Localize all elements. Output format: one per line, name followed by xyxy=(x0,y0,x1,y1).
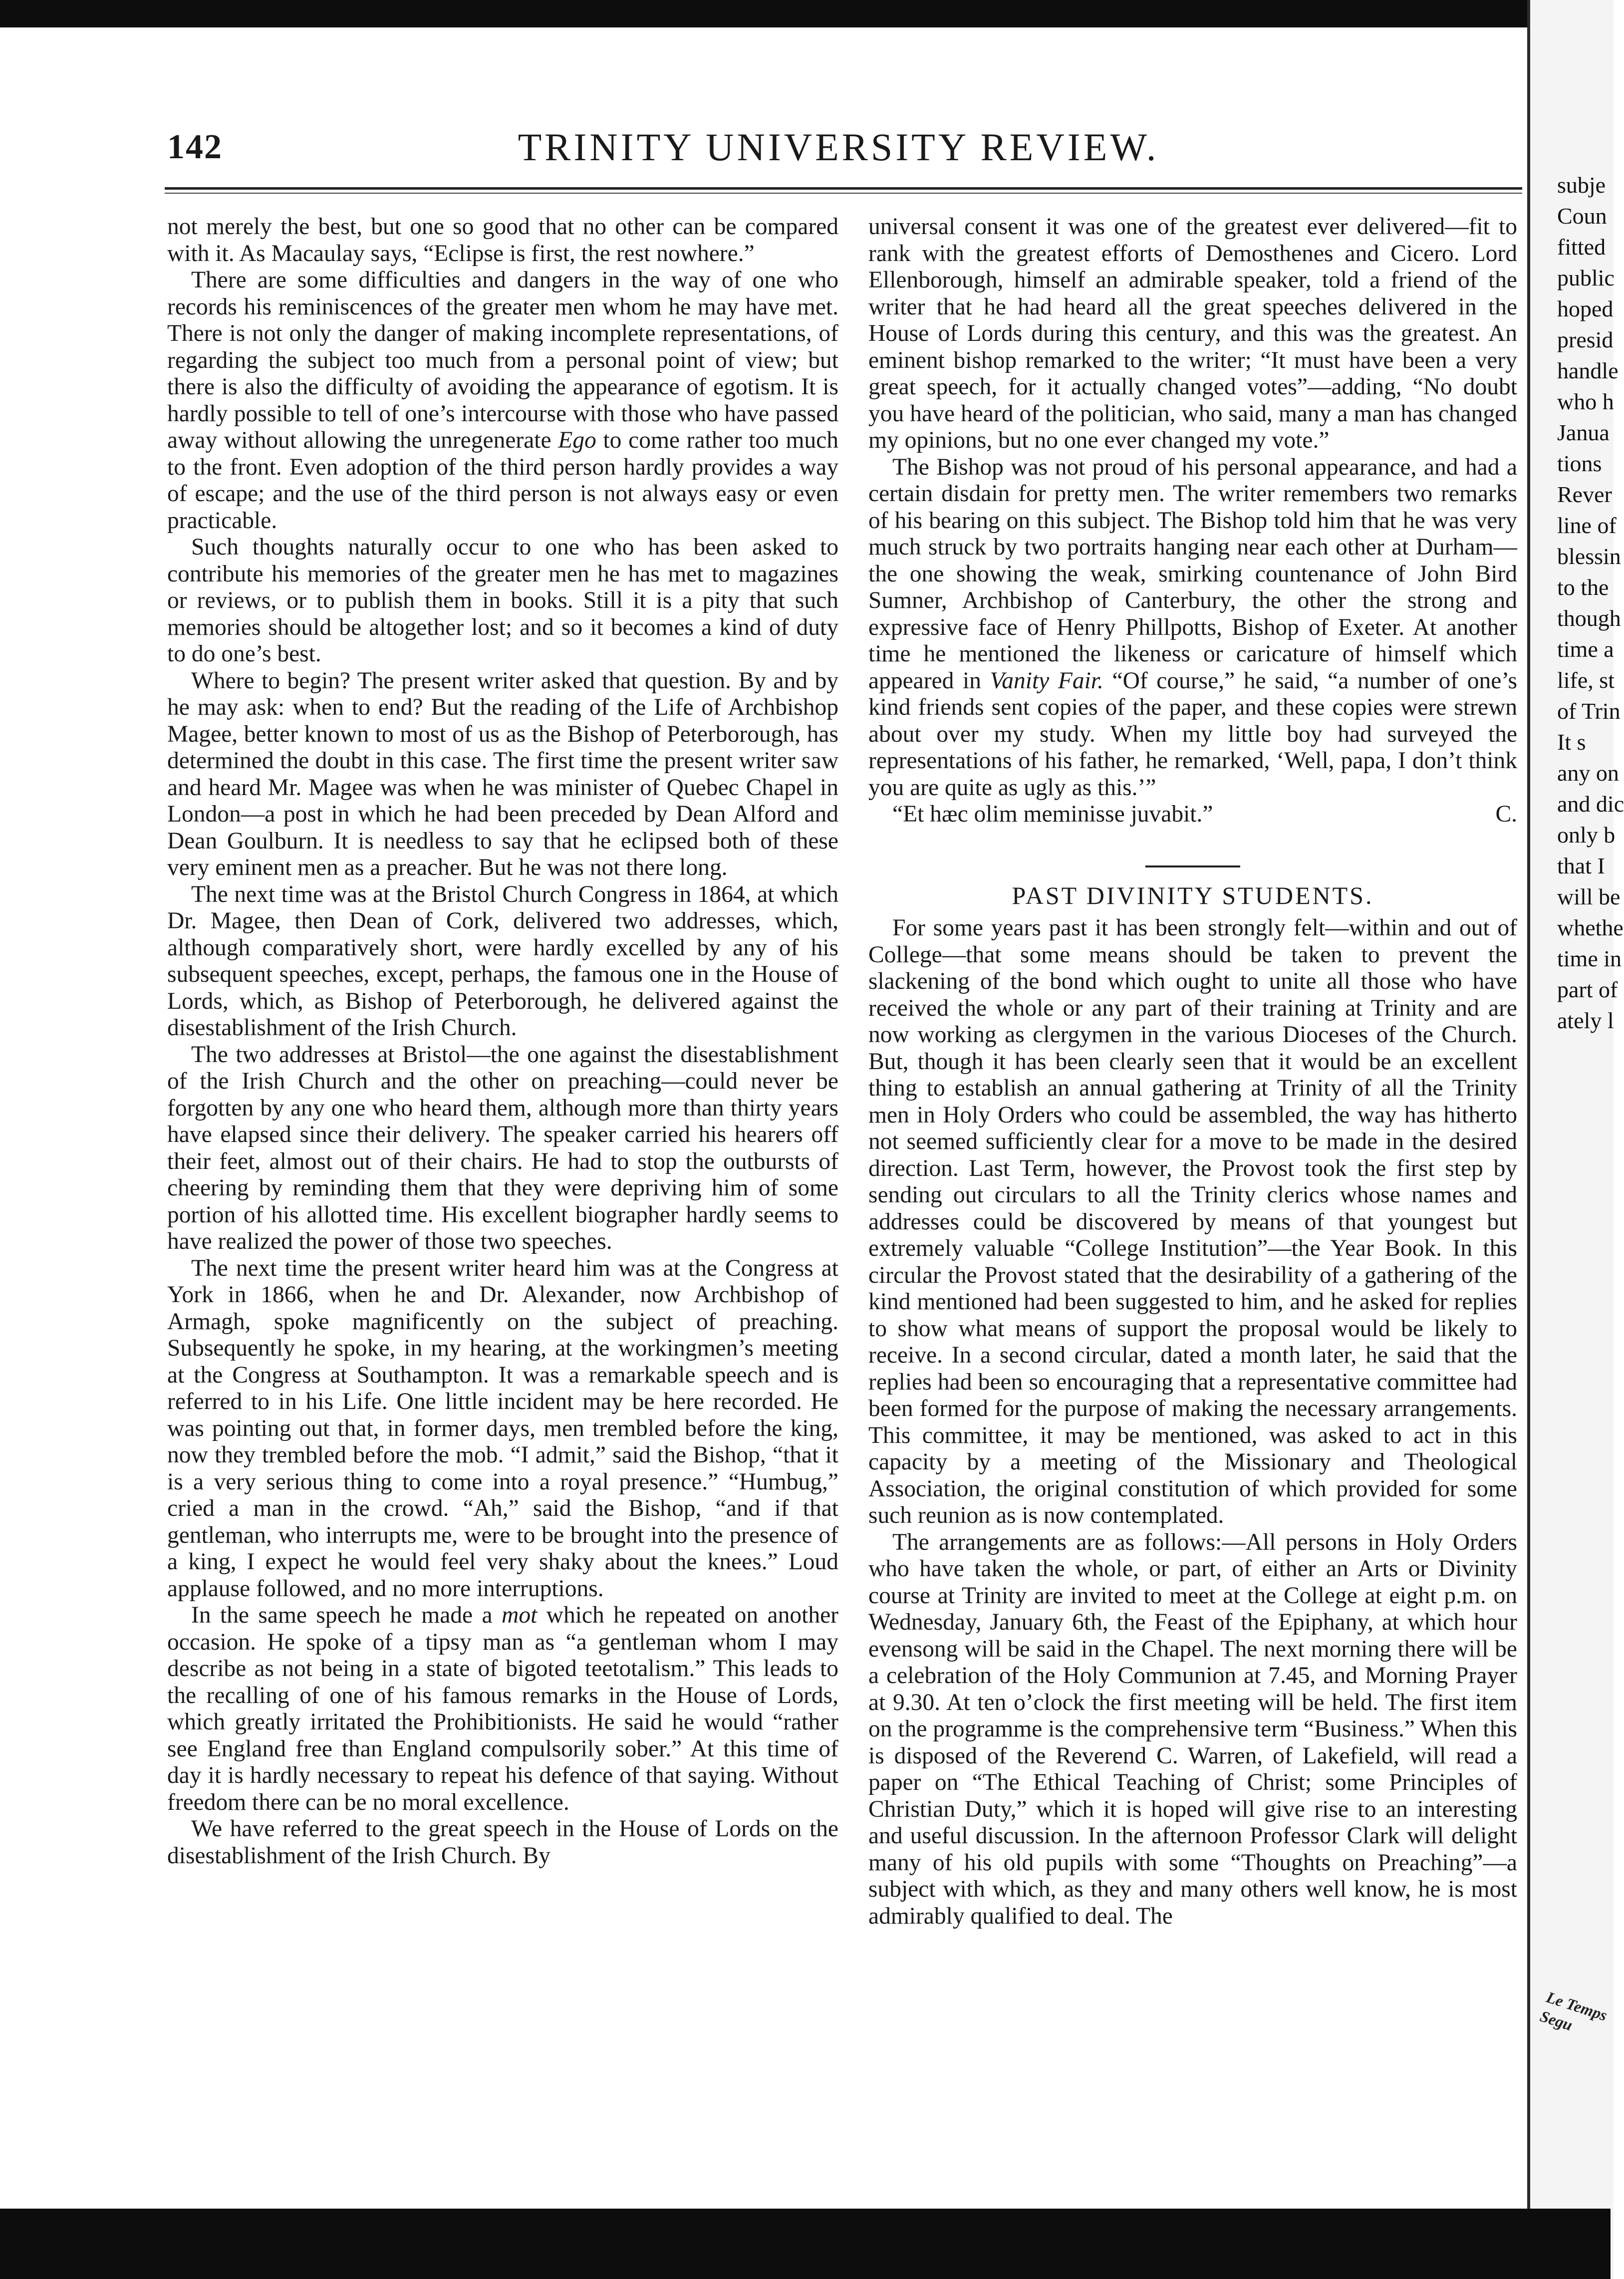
adjacent-line: to the xyxy=(1557,574,1609,600)
latin-quote: “Et hæc olim meminisse juvabit.” xyxy=(892,801,1213,827)
paragraph: We have referred to the great speech in the House of Lords on the disestablishment of the Irish Church. By xyxy=(167,1816,838,1869)
scan-border-top xyxy=(0,0,1611,27)
adjacent-line: hoped xyxy=(1557,296,1614,321)
paragraph: Where to begin? The present writer asked that question. By and by he may ask: when to end? But the reading of the Life of Archbishop Magee, better known to most of us as the Bishop of Peterborough, has determined the doubt in this case. The first time the present writer saw and heard Mr. Magee was when he was minister of Quebec Chapel in London—a post in which he had been preceded by Dean Alford and Dean Goulburn. It is needless to say that he eclipsed both of these very eminent men as a preacher. But he was not there long. xyxy=(167,667,838,880)
paragraph: The next time the present writer heard him was at the Congress at York in 1866, when he and Dr. Alexander, now Archbishop of Armagh, spoke magnificently on the subject of preaching. Subsequently he spoke, in my hearing, at the workingmen’s meeting at the Congress at Southampton. It was a remarkable speech and is referred to in his Life. One little incident may be here recorded. He was pointing out that, in former days, men trembled before the king, now they trembled before the mob. “I admit,” said the Bishop, “that it is a very serious thing to come into a royal presence.” “Humbug,” cried a man in the crowd. “Ah,” said the Bishop, “and if that gentleman, who interrupts me, were to be brought into the presence of a king, I expect he would feel very shaky about the knees.” Loud applause followed, and no more interruptions. xyxy=(167,1255,838,1602)
adjacent-line: tions xyxy=(1557,451,1602,476)
paragraph-text: to come rather too much to the front. Even adoption of the third person hardly provides a way of escape; and the use of the third person is not always easy or even practicable. xyxy=(167,427,838,534)
left-column xyxy=(167,214,838,1869)
adjacent-line: handle xyxy=(1557,358,1619,383)
paragraph: For some years past it has been strongly felt—within and out of College—that some means should be taken to prevent the slackening of the bond which ought to unite all those who have received the whole or any part of their training at Trinity and are now working as clergymen in the various Dioceses of the Church. But, though it has been clearly seen that it would be an excellent thing to establish an annual gathering at Trinity of all the Trinity men in Holy Orders who could be assembled, the way has hitherto not seemed sufficiently clear for a move to be made in the desired direction. Last Term, however, the Provost took the first step by sending out circulars to all the Trinity clerics whose names and addresses could be discovered by means of that youngest but extremely valuable “College Institution”—the Year Book. In this circular the Provost stated that the desirability of a gathering of the kind mentioned had been suggested to him, and he asked for replies to show what means of support the proposal would be likely to receive. In a second circular, dated a month later, he said that the replies had been so encouraging that a representative committee had been formed for the purpose of making the necessary arrangements. This committee, it may be mentioned, was asked to act in this capacity by a meeting of the Missionary and Theological Association, the original constitution of which provided for some such reunion as is now contemplated. xyxy=(868,915,1517,1528)
adjacent-line: time a xyxy=(1557,636,1614,662)
paragraph: The arrangements are as follows:—All persons in Holy Orders who have taken the whole, or part, of either an Arts or Divinity course at Trinity are invited to meet at the College at eight p.m. on Wednesday, January 6th, the Feast of the Epiphany, at which hour evensong will be said in the Chapel. The next morning there will be a celebration of the Holy Communion at 7.45, and Morning Prayer at 9.30. At ten o’clock the first meeting will be held. The first item on the programme is the comprehensive term “Business.” When this is disposed of the Reverend C. Warren, of Lakefield, will read a paper on “The Ethical Teaching of Christ; some Principles of Christian Duty,” which it is hoped will give rise to an interesting and useful discussion. In the afternoon Professor Clark will delight many of his old pupils with some “Thoughts on Preaching”—a subject with which, as they and many others well know, he is most admirably qualified to deal. The xyxy=(868,1529,1517,1929)
adjacent-line: any on xyxy=(1557,760,1619,786)
adjacent-line: time in xyxy=(1557,946,1622,971)
adjacent-page-stamp: Le Temps Segu xyxy=(1538,1988,1610,2034)
section-divider xyxy=(1145,865,1240,867)
paragraph xyxy=(868,454,1517,802)
paragraph: The two addresses at Bristol—the one against the disestablishment of the Irish Church and the other on preaching—could never be forgotten by any one who heard them, although more than thirty years have elapsed since their delivery. The speaker carried his hearers off their feet, almost out of their chairs. He had to stop the outbursts of cheering by reminding them that they were depriving him of some portion of his allotted time. His excellent biographer hardly seems to have realized the power of those two speeches. xyxy=(167,1041,838,1254)
paragraph-text: The Bishop was not proud of his personal appearance, and had a certain disdain for pretty men. The writer remembers two remarks of his bearing on this subject. The Bishop told him that he was very much struck by two portraits hanging near each other at Durham—the one showing the weak, smirking countenance of John Bird Sumner, Archbishop of Canterbury, the other the strong and expressive face of Henry Phillpotts, Bishop of Exeter. At another time he mentioned the likeness or caricature of himself which appeared in xyxy=(868,454,1517,694)
adjacent-line: of Trin xyxy=(1557,698,1621,724)
header-rule xyxy=(165,187,1522,190)
adjacent-line: part of xyxy=(1557,977,1618,1002)
scan-border-bottom xyxy=(0,2209,1611,2279)
adjacent-line: will be xyxy=(1557,884,1621,909)
author-signature: C. xyxy=(1495,801,1517,827)
paragraph-text: In the same speech he made a xyxy=(191,1602,493,1628)
adjacent-line: only b xyxy=(1557,822,1616,848)
adjacent-line: It s xyxy=(1557,729,1586,755)
page-number: 142 xyxy=(167,128,223,166)
paragraph-text: There are some difficulties and dangers in the way of one who records his reminiscences of the greater men whom he may have met. There is not only the danger of making incomplete representations, of regarding the subject too much from a personal point of view; but there is also the difficulty of avoiding the appearance of egotism. It is hardly possible to tell of one’s intercourse with those who have passed away without allowing the unregenerate xyxy=(167,267,838,453)
adjacent-line: presid xyxy=(1557,327,1614,352)
adjacent-line: and dic xyxy=(1557,791,1624,817)
adjacent-line: public xyxy=(1557,265,1615,290)
adjacent-line: Janua xyxy=(1557,420,1610,445)
section-heading: PAST DIVINITY STUDENTS. xyxy=(1012,881,1374,909)
paragraph: not merely the best, but one so good that no other can be compared with it. As Macaulay says, “Eclipse is first, the rest nowhere.” xyxy=(167,214,838,267)
paragraph-text: which he repeated on another occasion. He spoke of a tipsy man as “a gentleman whom I may describe as not being in a state of bigoted teetotalism.” This leads to the recalling of one of his famous remarks in the House of Lords, which greatly irritated the Prohibitionists. He said he would “rather see England free than England compulsorily sober.” At this time of day it is hardly necessary to repeat his defence of that saying. Without freedom there can be no moral excellence. xyxy=(167,1602,838,1815)
paragraph: Such thoughts naturally occur to one who has been asked to contribute his memories of the greater men he has met to magazines or reviews, or to publish them in books. Still it is a pity that such memories should be altogether lost; and so it becomes a kind of duty to do one’s best. xyxy=(167,534,838,667)
adjacent-page-fragment xyxy=(1557,170,1624,1036)
adjacent-line: line of xyxy=(1557,513,1617,538)
adjacent-line: who h xyxy=(1557,389,1614,414)
header-rule-thin xyxy=(165,193,1522,194)
running-title: TRINITY UNIVERSITY REVIEW. xyxy=(518,125,1159,169)
adjacent-line: whethe xyxy=(1557,915,1624,940)
adjacent-line: fitted xyxy=(1557,234,1606,260)
adjacent-line: ately l xyxy=(1557,1008,1614,1033)
italic-title: Vanity Fair. xyxy=(990,667,1103,694)
adjacent-line: though xyxy=(1557,605,1621,631)
italic-word: mot xyxy=(502,1602,538,1628)
adjacent-line: subje xyxy=(1557,172,1606,198)
paragraph xyxy=(167,1602,838,1816)
adjacent-line: life, st xyxy=(1557,667,1615,693)
italic-word: Ego xyxy=(558,427,596,453)
closing-quote-line xyxy=(868,801,1517,828)
paragraph: universal consent it was one of the greatest ever delivered—fit to rank with the greatest efforts of Demosthenes and Cicero. Lord Ellenborough, himself an admirable speaker, told a friend of the writer that he had heard all the great speeches delivered in the House of Lords during this century, and this was the greatest. An eminent bishop remarked to the writer; “It must have been a very great speech, for it actually changed votes”—adding, “No doubt you have heard of the politician, who said, many a man has changed my opinions, but no one ever changed my vote.” xyxy=(868,214,1517,453)
paragraph-text: “Of course,” he said, “a number of one’s kind friends sent copies of the paper, and these copies were strewn about over my study. When my little boy had surveyed the representations of his father, he remarked, ‘Well, papa, I don’t think you are quite as ugly as this.’” xyxy=(868,667,1518,801)
adjacent-line: blessin xyxy=(1557,544,1621,569)
paragraph xyxy=(167,267,838,534)
adjacent-line: Rever xyxy=(1557,482,1612,507)
right-column xyxy=(868,214,1517,1930)
paragraph: The next time was at the Bristol Church Congress in 1864, at which Dr. Magee, then Dean of Cork, delivered two addresses, which, although comparatively short, were hardly excelled by any of his subsequent speeches, except, perhaps, the famous one in the House of Lords, which, as Bishop of Peterborough, he delivered against the disestablishment of the Irish Church. xyxy=(167,881,838,1041)
adjacent-line: that I xyxy=(1557,853,1605,878)
adjacent-line: Coun xyxy=(1557,203,1607,229)
